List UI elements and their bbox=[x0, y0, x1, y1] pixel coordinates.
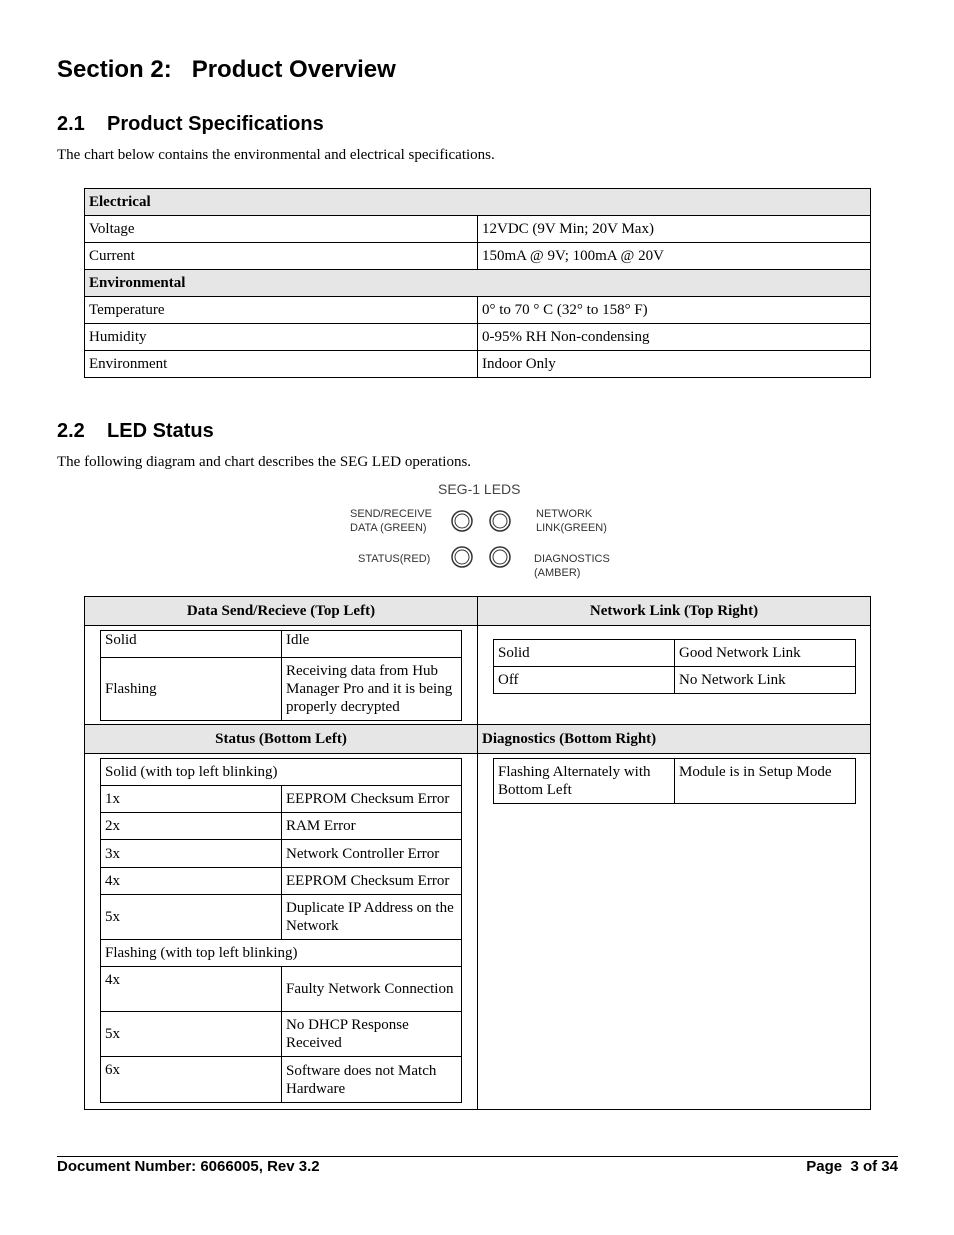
led-meaning: Software does not Match Hardware bbox=[282, 1057, 462, 1103]
network-link-table bbox=[493, 639, 856, 694]
led-status-table bbox=[84, 596, 871, 1110]
led-state: 6x bbox=[101, 1057, 282, 1103]
status-cell bbox=[85, 754, 478, 1110]
spec-value: 0-95% RH Non-condensing bbox=[478, 324, 871, 351]
led-meaning: Module is in Setup Mode bbox=[675, 759, 856, 804]
led-state: 5x bbox=[101, 1012, 282, 1057]
led-meaning: EEPROM Checksum Error bbox=[282, 868, 462, 895]
status-label: STATUS(RED) bbox=[358, 553, 431, 565]
led-state: Solid bbox=[101, 631, 282, 658]
status-group-header: Flashing (with top left blinking) bbox=[101, 940, 462, 967]
led-state: 4x bbox=[101, 967, 282, 1012]
footer-divider bbox=[57, 1156, 898, 1157]
led-meaning: RAM Error bbox=[282, 813, 462, 840]
led-meaning: Good Network Link bbox=[675, 640, 856, 667]
led-meaning: Faulty Network Connection bbox=[282, 967, 462, 1012]
diagnostics-cell bbox=[478, 754, 871, 1110]
led-meaning: Idle bbox=[282, 631, 462, 658]
led-intro: The following diagram and chart describes the SEG LED operations. bbox=[57, 454, 472, 470]
data-cell bbox=[85, 626, 478, 725]
diagnostics-table bbox=[493, 758, 856, 804]
bottom-right-header: Diagnostics (Bottom Right) bbox=[478, 725, 871, 754]
spec-value: Indoor Only bbox=[478, 351, 871, 378]
led-state: Off bbox=[494, 667, 675, 694]
top-left-header: Data Send/Recieve (Top Left) bbox=[85, 597, 478, 626]
led-meaning: Network Controller Error bbox=[282, 840, 462, 868]
spec-label: Voltage bbox=[85, 216, 478, 243]
electrical-header: Electrical bbox=[85, 189, 871, 216]
led-state: Flashing bbox=[101, 658, 282, 721]
heading-product-specifications: 2.1 Product Specifications bbox=[57, 113, 324, 135]
top-right-header: Network Link (Top Right) bbox=[478, 597, 871, 626]
led-meaning: Duplicate IP Address on the Network bbox=[282, 895, 462, 940]
network-cell bbox=[478, 626, 871, 725]
spec-label: Environment bbox=[85, 351, 478, 378]
spec-label: Humidity bbox=[85, 324, 478, 351]
led-state: 3x bbox=[101, 840, 282, 868]
spec-label: Current bbox=[85, 243, 478, 270]
spec-label: Temperature bbox=[85, 297, 478, 324]
specifications-table bbox=[84, 188, 871, 378]
led-state: Solid bbox=[494, 640, 675, 667]
spec-value: 0° to 70 ° C (32° to 158° F) bbox=[478, 297, 871, 324]
diagnostics-label: DIAGNOSTICS (AMBER) bbox=[534, 553, 610, 579]
led-state: 1x bbox=[101, 786, 282, 813]
spec-value: 150mA @ 9V; 100mA @ 20V bbox=[478, 243, 871, 270]
page-number: Page 3 of 34 bbox=[806, 1158, 898, 1175]
spec-value: 12VDC (9V Min; 20V Max) bbox=[478, 216, 871, 243]
environmental-header: Environmental bbox=[85, 270, 871, 297]
specs-intro: The chart below contains the environmental and electrical specifications. bbox=[57, 147, 495, 163]
status-table bbox=[100, 758, 462, 1103]
led-meaning: No DHCP Response Received bbox=[282, 1012, 462, 1057]
data-send-receive-table bbox=[100, 630, 462, 721]
led-circles bbox=[448, 508, 518, 572]
send-receive-label: SEND/RECEIVE DATA (GREEN) bbox=[350, 508, 432, 534]
led-state: 2x bbox=[101, 813, 282, 840]
led-meaning: No Network Link bbox=[675, 667, 856, 694]
led-state: 5x bbox=[101, 895, 282, 940]
document-number: Document Number: 6066005, Rev 3.2 bbox=[57, 1158, 320, 1175]
led-meaning: Receiving data from Hub Manager Pro and it is being properly decrypted bbox=[282, 658, 462, 721]
heading-led-status: 2.2 LED Status bbox=[57, 420, 214, 442]
seg-led-diagram bbox=[340, 478, 630, 583]
diagram-title: SEG-1 LEDS bbox=[438, 481, 521, 497]
led-state: 4x bbox=[101, 868, 282, 895]
led-state: Flashing Alternately with Bottom Left bbox=[494, 759, 675, 804]
status-group-header: Solid (with top left blinking) bbox=[101, 759, 462, 786]
network-link-label: NETWORK LINK(GREEN) bbox=[536, 508, 607, 534]
led-meaning: EEPROM Checksum Error bbox=[282, 786, 462, 813]
section-title: Section 2: Product Overview bbox=[57, 56, 396, 83]
bottom-left-header: Status (Bottom Left) bbox=[85, 725, 478, 754]
